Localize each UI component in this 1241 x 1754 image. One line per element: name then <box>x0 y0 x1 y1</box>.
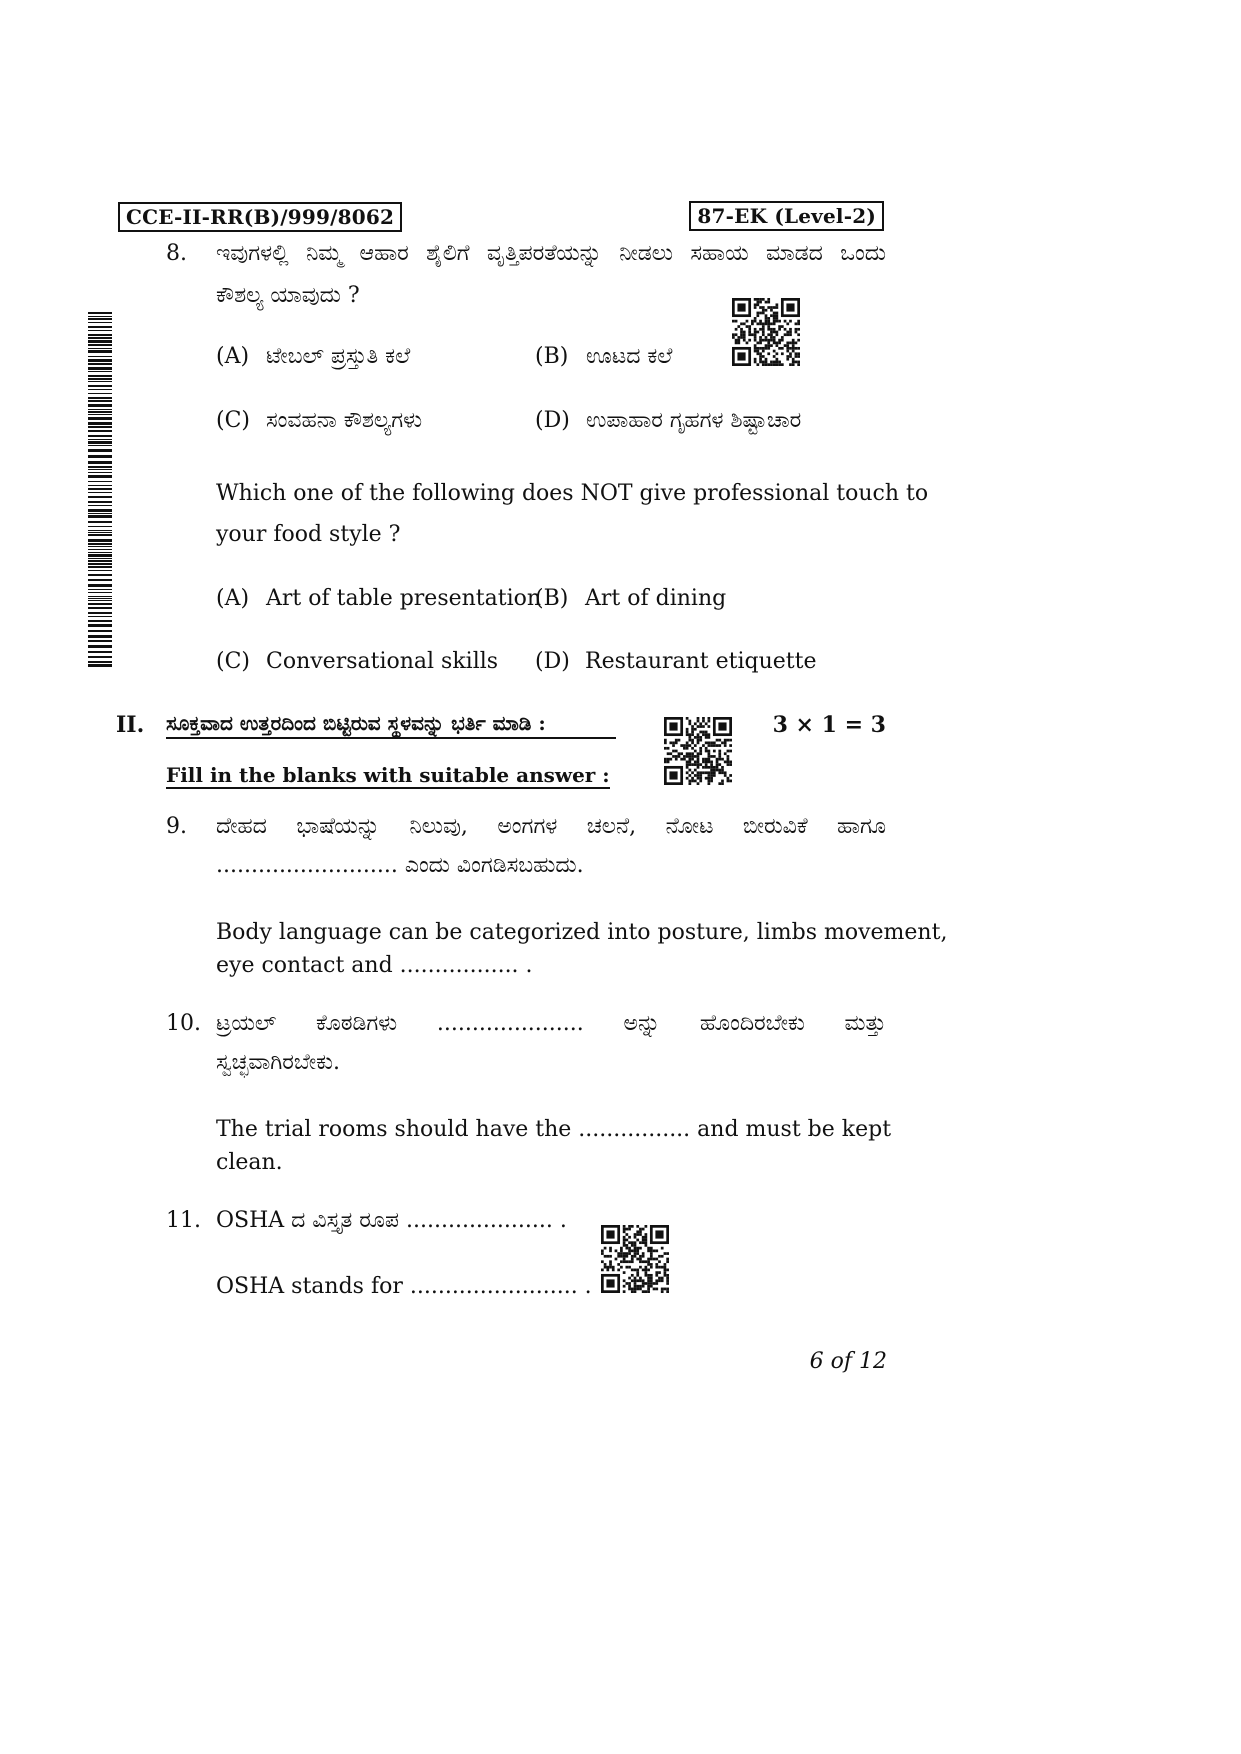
question-text-kannada-line2: .......................... ಎಂದು ವಿಂಗಡಿಸಬಹುದು. <box>216 853 584 878</box>
question-text-english: OSHA stands for ........................ . <box>216 1274 592 1299</box>
option-label: (D) <box>535 408 570 433</box>
page-number <box>810 1351 887 1373</box>
option-label: (A) <box>216 344 250 369</box>
question-text-english-line1: Which one of the following does NOT give professional touch to <box>216 481 929 506</box>
option-text: ಉಪಾಹಾರ ಗೃಹಗಳ ಶಿಷ್ಟಾಚಾರ <box>586 408 802 433</box>
option-text: Art of table presentation <box>266 586 542 611</box>
question-number: 10. <box>166 1011 201 1036</box>
question-text-kannada-line1: ಇವುಗಳಲ್ಲಿ ನಿಮ್ಮ ಆಹಾರ ಶೈಲಿಗೆ ವೃತ್ತಿಪರತೆಯನ್ನು ನೀಡಲು ಸಹಾಯ ಮಾಡದ ಒಂದು <box>216 241 886 266</box>
question-text-english-line2: your food style ? <box>216 522 401 547</box>
question-text-kannada-line1: ದೇಹದ ಭಾಷೆಯನ್ನು ನಿಲುವು, ಅಂಗಗಳ ಚಲನೆ, ನೋಟ ಬೀರುವಿಕೆ ಹಾಗೂ <box>216 814 886 839</box>
barcode-image <box>88 312 112 668</box>
question-text-kannada-line1: ಟ್ರಯಲ್ ಕೊಠಡಿಗಳು ..................... ಅನ್ನು ಹೊಂದಿರಬೇಕು ಮತ್ತು <box>216 1011 886 1036</box>
qr-code-icon <box>664 717 732 785</box>
option-label: (B) <box>535 344 569 369</box>
option-label: (D) <box>535 649 570 674</box>
question-text-kannada: OSHA ದ ವಿಸ್ತೃತ ರೂಪ ..................... . <box>216 1208 567 1233</box>
option-label: (C) <box>216 649 250 674</box>
page-of-label: of <box>830 1349 852 1374</box>
question-text-english-line2: clean. <box>216 1150 283 1175</box>
question-text-english-line2: eye contact and ................. . <box>216 953 533 978</box>
option-text: ಊಟದ ಕಲೆ <box>586 344 673 369</box>
section-marks: 3 × 1 = 3 <box>772 712 886 738</box>
section-title-kannada: ಸೂಕ್ತವಾದ ಉತ್ತರದಿಂದ ಬಿಟ್ಟಿರುವ ಸ್ಥಳವನ್ನು ಭರ್ತಿ ಮಾಡಿ : <box>166 713 616 739</box>
question-text-kannada-line2: ಸ್ವಚ್ಛವಾಗಿರಬೇಕು. <box>216 1050 341 1075</box>
option-label: (C) <box>216 408 250 433</box>
option-text: Conversational skills <box>266 649 499 674</box>
page-current: 6 <box>809 1349 824 1374</box>
section-number: II. <box>116 712 145 738</box>
question-number: 8. <box>166 241 187 266</box>
page-total: 12 <box>859 1349 887 1374</box>
option-label: (A) <box>216 586 250 611</box>
option-text: ಟೇಬಲ್ ಪ್ರಸ್ತುತಿ ಕಲೆ <box>266 344 411 369</box>
option-label: (B) <box>535 586 569 611</box>
question-text-kannada-line2: ಕೌಶಲ್ಯ ಯಾವುದು ? <box>216 283 360 308</box>
option-text: Art of dining <box>585 586 727 611</box>
option-text: ಸಂವಹನಾ ಕೌಶಲ್ಯಗಳು <box>266 408 423 433</box>
question-text-english-line1: Body language can be categorized into posture, limbs movement, <box>216 920 948 945</box>
question-number: 9. <box>166 814 187 839</box>
paper-code-right: 87-EK (Level-2) <box>689 201 884 231</box>
option-text: Restaurant etiquette <box>585 649 817 674</box>
section-title-english: Fill in the blanks with suitable answer : <box>166 763 610 787</box>
question-number: 11. <box>166 1208 201 1233</box>
qr-code-icon <box>732 298 800 366</box>
paper-code-left: CCE-II-RR(B)/999/8062 <box>118 202 402 232</box>
qr-code-icon <box>601 1225 669 1293</box>
question-text-english-line1: The trial rooms should have the ................ and must be kept <box>216 1117 892 1142</box>
